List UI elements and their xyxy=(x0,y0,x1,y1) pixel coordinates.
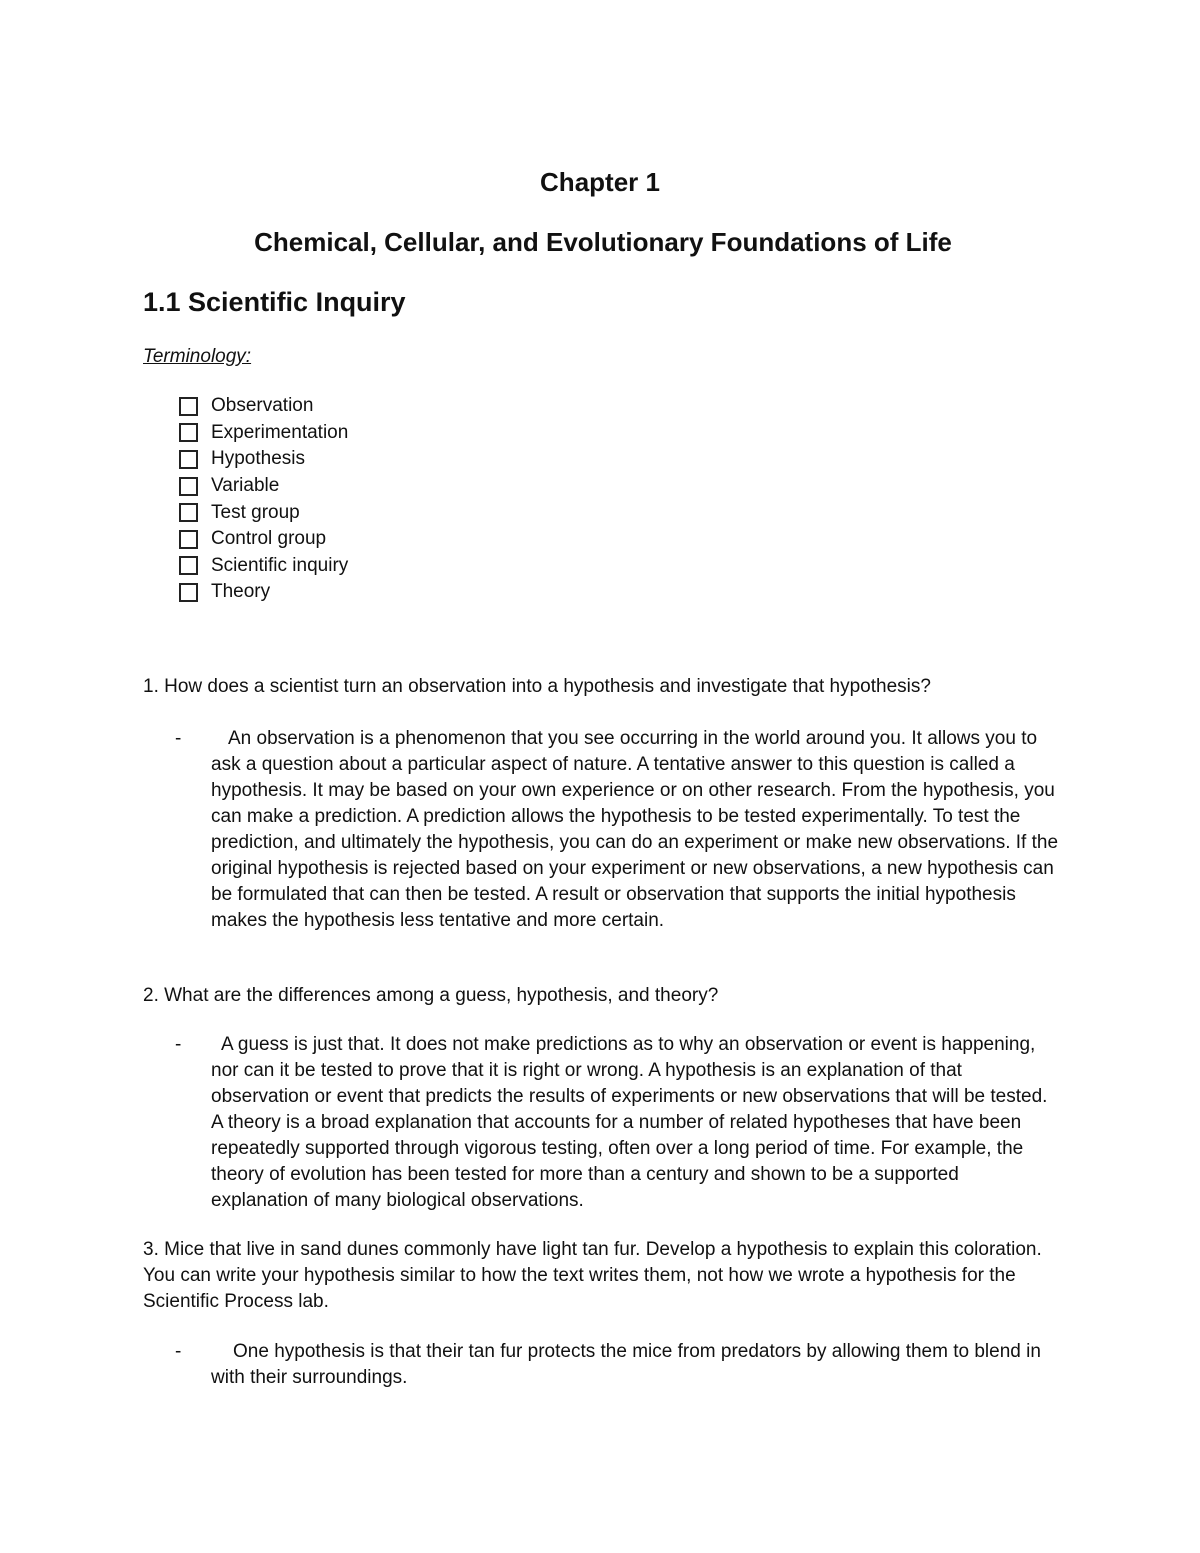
checklist-item[interactable] xyxy=(179,526,348,553)
section-heading: 1.1 Scientific Inquiry xyxy=(143,287,406,317)
question-1: 1. How does a scientist turn an observation into a hypothesis and investigate that hypothesis? xyxy=(143,676,931,697)
checklist-item[interactable] xyxy=(179,473,348,500)
term-label: Scientific inquiry xyxy=(211,554,349,576)
answer-bullet: - xyxy=(175,1034,182,1055)
checklist-item[interactable] xyxy=(179,579,348,606)
term-label: Variable xyxy=(211,475,280,497)
term-label: Theory xyxy=(211,581,271,603)
answer-2 xyxy=(211,1032,1061,1214)
chapter-title: Chapter 1 xyxy=(540,167,660,197)
checkbox-icon[interactable] xyxy=(179,583,198,602)
checklist-item[interactable] xyxy=(179,446,348,473)
checkbox-icon[interactable] xyxy=(179,397,198,416)
checklist-item[interactable] xyxy=(179,393,348,420)
answer-1-text: An observation is a phenomenon that you see occurring in the world around you. It allows you to ask a question about a particular aspect of nature. A tentative answer to this question is called a hypothesis. It may be based on your own experience or on other research. From the hypothesis, you can make a prediction. A prediction allows the hypothesis to be tested experimentally. To test the prediction, and ultimately the hypothesis, you can do an experiment or make new observations. If the original hypothesis is rejected based on your experiment or new observations, a new hypothesis can be formulated that can then be tested. A result or observation that supports the initial hypothesis makes the hypothesis less tentative and more certain. xyxy=(211,728,1059,931)
checkbox-icon[interactable] xyxy=(179,423,198,442)
answer-3-text: One hypothesis is that their tan fur protects the mice from predators by allowing them to blend in with their surroundings. xyxy=(211,1341,1041,1388)
terminology-label: Terminology: xyxy=(143,346,252,367)
answer-1 xyxy=(211,726,1061,934)
answer-bullet: - xyxy=(175,1341,182,1362)
checklist-item[interactable] xyxy=(179,499,348,526)
term-label: Control group xyxy=(211,528,327,550)
term-label: Experimentation xyxy=(211,421,349,443)
question-2: 2. What are the differences among a guess, hypothesis, and theory? xyxy=(143,985,719,1006)
term-label: Hypothesis xyxy=(211,448,305,470)
answer-3 xyxy=(211,1339,1061,1391)
terminology-checklist xyxy=(179,393,348,606)
term-label: Test group xyxy=(211,501,300,523)
checkbox-icon[interactable] xyxy=(179,477,198,496)
checkbox-icon[interactable] xyxy=(179,530,198,549)
answer-bullet: - xyxy=(175,728,182,749)
checkbox-icon[interactable] xyxy=(179,450,198,469)
question-3: 3. Mice that live in sand dunes commonly have light tan fur. Develop a hypothesis to explain this coloration. You can write your hypothesis similar to how the text writes them, not how we wrote a hypothesis for the Scientific Process lab. xyxy=(143,1239,1042,1312)
checkbox-icon[interactable] xyxy=(179,556,198,575)
checklist-item[interactable] xyxy=(179,420,348,447)
term-label: Observation xyxy=(211,395,314,417)
answer-2-text: A guess is just that. It does not make predictions as to why an observation or event is happening, nor can it be tested to prove that it is right or wrong. A hypothesis is an explanation of that observation or event that predicts the results of experiments or new observations that will be tested. A theory is a broad explanation that accounts for a number of related hypotheses that have been repeatedly supported through vigorous testing, often over a long period of time. For example, the theory of evolution has been tested for more than a century and shown to be a supported explanation of many biological observations. xyxy=(211,1034,1048,1211)
checkbox-icon[interactable] xyxy=(179,503,198,522)
checklist-item[interactable] xyxy=(179,553,348,580)
chapter-subtitle: Chemical, Cellular, and Evolutionary Foundations of Life xyxy=(254,227,952,257)
